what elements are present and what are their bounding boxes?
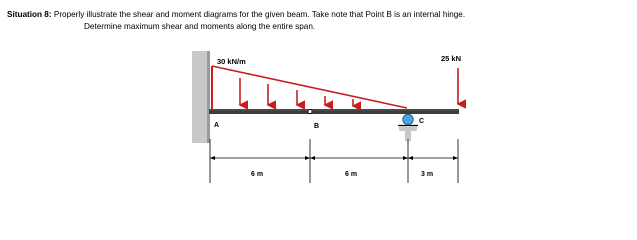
point-a-label: A: [214, 122, 220, 129]
point-c-label: C: [419, 118, 425, 125]
problem-line-2: Determine maximum shear and moments along the entire span.: [84, 22, 316, 31]
dimension-label-bc: 6 m: [345, 171, 358, 178]
dimension-arrowhead: [403, 156, 408, 160]
fixed-support-wall: [192, 51, 209, 143]
dimension-arrowhead: [453, 156, 458, 160]
roller-ground-hatch: [399, 126, 417, 131]
fixed-support-face: [207, 51, 210, 143]
point-load-label: 25 kN: [441, 54, 462, 63]
dimension-arrowhead: [310, 156, 315, 160]
dimension-arrowhead: [210, 156, 215, 160]
internal-hinge: [308, 110, 312, 114]
problem-line-1: Properly illustrate the shear and moment diagrams for the given beam. Take note that Point B is an internal hinge.: [51, 10, 466, 19]
roller-support: [403, 114, 413, 124]
point-b-label: B: [314, 123, 320, 130]
dimension-label-ab: 6 m: [251, 171, 264, 178]
dimension-arrowhead: [408, 156, 413, 160]
situation-label: Situation 8:: [7, 10, 52, 19]
distributed-load-label: 30 kN/m: [217, 57, 246, 66]
dimension-label-cd: 3 m: [421, 171, 434, 178]
dimension-arrowhead: [305, 156, 310, 160]
distributed-load-slope: [212, 66, 407, 108]
